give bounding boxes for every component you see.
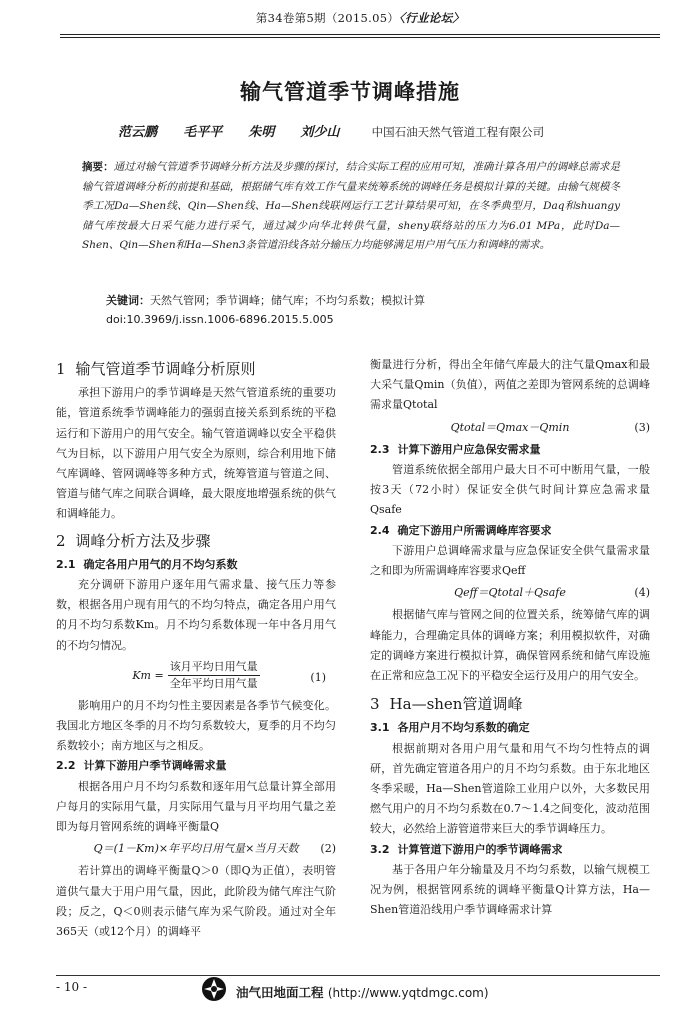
paragraph: 衡量进行分析，得出全年储气库最大的注气量Qmax和最大采气量Qmin（负值），两值之差即为管网系统的总调峰需求量Qtotal [370,358,650,412]
author: 毛平平 [183,125,223,140]
subsection-heading: 2.2 计算下游用户季节调峰需求量 [56,759,227,773]
equation-4: Qeff＝Qtotal＋Qsafe (4) [454,586,650,600]
running-header [60,10,660,26]
right-column [370,355,650,920]
subsection-heading: 2.1 确定各用户用气的月不均匀系数 [56,557,238,571]
journal-name: 油气田地面工程 [236,985,324,1000]
column-name: 〈行业论坛〉 [399,11,465,25]
section-heading: 2 调峰分析方法及步骤 [56,531,211,550]
footer-rule [56,975,660,976]
abstract-text: 通过对输气管道季节调峰分析方法及步骤的探讨，结合实际工程的应用可知，准确计算各用户的调峰总需求是输气管道调峰分析的前提和基础，根据储气库有效工作气量来统筹系统的调峰任务是模拟计算的关键。由输气规模冬季工况Da—Shen线、Qin—Shen线、Ha—Shen线联网运行工艺计算结果可知，在冬季典型月，Daq和shuangy储气库按最大日采气能力进行采气，通过减少向华北转供气量，sheny联络站的压力为6.01 MPa，此时Da—Shen、Qin—Shen和Ha—Shen3条管道沿线各站分输压力均能够满足用户用气压力和调峰的需求。 [82,161,621,251]
author-line [118,121,544,140]
abstract-label: 摘要： [82,161,114,173]
author: 范云鹏 [118,125,158,140]
subsection-heading: 3.2 计算管道下游用户的季节调峰需求 [370,842,563,856]
doi: doi:10.3969/j.issn.1006-6896.2015.5.005 [106,313,334,326]
paragraph: 根据前期对各用户用气量和用气不均匀性特点的调研，首先确定管道各用户的月不均匀系数。由于东北地区冬季采暖，Ha—Shen管道除工业用户以外，大多数民用燃气用户的月不均匀系数在0.7～1.4之间变化，波动范围较大，必然给上游管道带来巨大的季节调峰压力。 [370,741,650,836]
paragraph: 基于各用户年分输量及月不均匀系数，以输气规模工况为例，根据管网系统的调峰平衡量Q计算方法，Ha—Shen管道沿线用户季节调峰需求计算 [370,862,650,917]
article-title: 输气管道季节调峰措施 [240,80,460,104]
section-heading: 1 输气管道季节调峰分析原则 [56,360,256,378]
journal-logo-icon [200,975,228,1003]
subsection-heading: 2.4 确定下游用户所需调峰库容要求 [370,523,552,537]
subsection-heading: 2.3 计算下游用户应急保安需求量 [370,442,541,456]
keywords-label: 关键词： [106,294,150,307]
author: 朱明 [248,125,275,140]
journal-url[interactable]: (http://www.yqtdmgc.com) [327,986,489,1000]
header-rule [60,34,660,35]
issue-info: 第34卷第5期（2015.05） [255,11,400,25]
paragraph: 管道系统依据全部用户最大日不可中断用气量，一般按3天（72小时）保证安全供气时间计算应急需求量Qsafe [370,463,650,517]
subsection-heading: 3.1 各用户月不均匀系数的确定 [370,721,530,735]
paragraph: 影响用户的月不均匀性主要因素是各季节气候变化。我国北方地区冬季的月不均匀系数较大，夏季的月不均匀系数较小；南方地区与之相反。 [56,698,336,753]
paragraph: 根据各用户月不均匀系数和逐年用气总量计算全部用户每月的实际用气量，月实际用气量与月平均用气量之差即为每月管网系统的调峰平衡量Q [56,779,336,834]
section-heading: 3 Ha—shen管道调峰 [370,695,523,714]
equation-3: Qtotal＝Qmax－Qmin (3) [450,420,650,434]
equation-2: Q＝(1－Km)×年平均日用气量×当月天数 (2) [93,842,336,856]
keywords: 天然气管网；季节调峰；储气库；不均匀系数；模拟计算 [150,294,425,307]
paragraph: 若计算出的调峰平衡量Q＞0（即Q为正值），表明管道供气量大于用户用气量，因此，此阶段为储气库注气阶段；反之，Q＜0则表示储气库为采气阶段。通过对全年365天（或12个月）的调峰平 [56,864,336,939]
keywords-block [106,291,425,329]
equation-1: Km = $\frac{\text{该月平均日用气量}}{\text{全年平均日用气量}}$ (1) [132,660,326,691]
paragraph: 充分调研下游用户逐年用气需求量、接气压力等参数，根据各用户现有用气的不均匀特点，确定各用户用气的月不均匀系数Km。月不均匀系数体现一年中各月用气的不均匀情况。 [56,578,336,652]
paragraph: 下游用户总调峰需求量与应急保证安全供气量需求量之和即为所需调峰库容要求Qeff [370,543,650,578]
affiliation: 中国石油天然气管道工程有限公司 [371,125,545,139]
left-column [56,355,336,942]
author: 刘少山 [300,125,340,140]
paragraph: 根据储气库与管网之间的位置关系，统筹储气库的调峰能力，合理确定具体的调峰方案；利用模拟软件，对确定的调峰方案进行模拟计算，确保管网系统和储气库设施在正常和应急工况下的平稳安全运行及用户的用气安全。 [370,608,650,683]
journal-footer [236,983,489,1001]
page-number: - 10 - [56,980,88,994]
header-rule-thin [60,37,660,38]
paragraph: 承担下游用户的季节调峰是天然气管道系统的重要功能，管道系统季节调峰能力的强弱直接关系到系统的平稳运行和下游用户的用气安全。输气管道调峰以安全平稳供气为目标，以下游用户用气安全为原则，综合利用地下储气库调峰、管网调峰等多种方式，统筹管道与管道之间、管道与储气库之间联合调峰，最大限度地增强系统的供气和调峰能力。 [56,386,336,521]
abstract [82,158,620,256]
